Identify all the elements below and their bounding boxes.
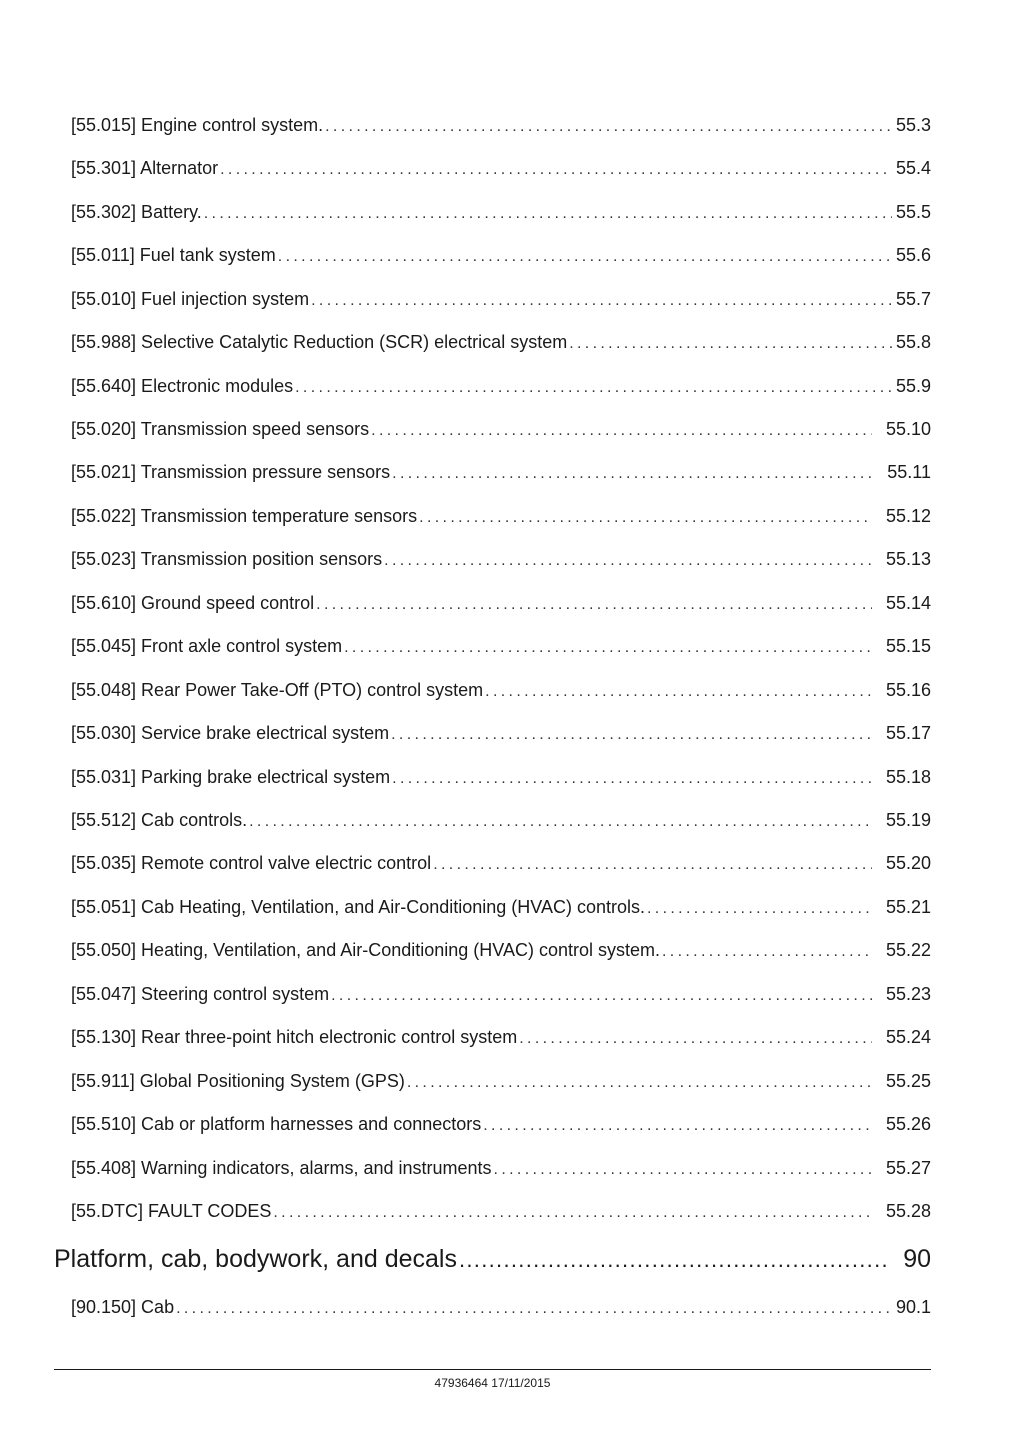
toc-entry[interactable] [71, 1112, 931, 1136]
toc-entry-title: [55.030] Service brake electrical system [71, 723, 390, 743]
toc-entry[interactable] [71, 374, 931, 398]
dot-leader [371, 419, 872, 443]
dot-leader [419, 506, 872, 530]
toc-entry-title: [55.510] Cab or platform harnesses and connectors [71, 1114, 482, 1134]
toc-entry[interactable] [71, 721, 931, 745]
toc-entry-page: 55.3 [895, 115, 931, 135]
toc-entry-title: [55.047] Steering control system [71, 984, 330, 1004]
toc-entry-title: [55.301] Alternator [71, 158, 219, 178]
toc-entry[interactable] [71, 1295, 931, 1319]
toc-entry[interactable] [71, 938, 931, 962]
toc-entry-page: 55.12 [885, 506, 931, 526]
toc-entry[interactable] [71, 156, 931, 180]
dot-leader [392, 462, 873, 486]
dot-leader [331, 984, 872, 1008]
toc-entry[interactable] [71, 330, 931, 354]
toc-entry[interactable] [71, 504, 931, 528]
toc-entry[interactable] [71, 895, 931, 919]
toc-entry-title: [55.988] Selective Catalytic Reduction (SCR) electrical system [71, 332, 568, 352]
toc-entry-title: [55.512] Cab controls. [71, 810, 248, 830]
toc-entry-title: [90.150] Cab [71, 1297, 175, 1317]
toc-entry-page: 55.27 [885, 1158, 931, 1178]
toc-entry-page: 55.15 [885, 636, 931, 656]
dot-leader [647, 897, 872, 921]
toc-entry[interactable] [71, 851, 931, 875]
dot-leader [433, 853, 872, 877]
toc-entry-page: 55.7 [895, 289, 931, 309]
toc-entry-page: 55.11 [887, 462, 931, 482]
toc-entry-page: 55.24 [885, 1027, 931, 1047]
toc-entry-page: 55.4 [895, 158, 931, 178]
dot-leader [273, 1201, 872, 1225]
toc-entry-title: [55.640] Electronic modules [71, 376, 294, 396]
footer-divider [54, 1369, 931, 1370]
toc-entry-title: [55.015] Engine control system. [71, 115, 324, 135]
toc-entry-title: [55.031] Parking brake electrical system [71, 767, 391, 787]
toc-entry-title: [55.022] Transmission temperature sensors [71, 506, 418, 526]
toc-entry[interactable] [71, 200, 931, 224]
toc-entry-page: 55.21 [885, 897, 931, 917]
dot-leader [459, 1242, 887, 1278]
toc-entry-page: 55.16 [885, 680, 931, 700]
dot-leader [662, 940, 872, 964]
toc-entry-title: [55.DTC] FAULT CODES [71, 1201, 272, 1221]
dot-leader [391, 723, 872, 747]
toc-entry[interactable] [71, 678, 931, 702]
toc-entry-title: [55.130] Rear three-point hitch electronic control system [71, 1027, 518, 1047]
toc-entry-title: [55.050] Heating, Ventilation, and Air-Conditioning (HVAC) control system. [71, 940, 660, 960]
toc-entry-title: [55.051] Cab Heating, Ventilation, and Air-Conditioning (HVAC) controls. [71, 897, 645, 917]
toc-entry[interactable] [71, 634, 931, 658]
toc-entry-title: [55.048] Rear Power Take-Off (PTO) control system [71, 680, 484, 700]
toc-section-heading[interactable] [54, 1241, 931, 1277]
dot-leader [519, 1027, 872, 1051]
toc-entry-title: [55.045] Front axle control system [71, 636, 343, 656]
toc-section-title: Platform, cab, bodywork, and decals [54, 1245, 457, 1273]
toc-entry-page: 55.25 [885, 1071, 931, 1091]
dot-leader [483, 1114, 872, 1138]
toc-entry-title: [55.610] Ground speed control [71, 593, 315, 613]
dot-leader [220, 158, 892, 182]
toc-entry-page: 55.20 [885, 853, 931, 873]
toc-entry[interactable] [71, 1025, 931, 1049]
dot-leader [485, 680, 872, 704]
toc-entry-title: [55.021] Transmission pressure sensors [71, 462, 391, 482]
toc-section-page: 90 [903, 1245, 931, 1273]
dot-leader [407, 1071, 872, 1095]
toc-entry[interactable] [71, 113, 931, 137]
dot-leader [569, 332, 892, 356]
toc-entry-title: [55.408] Warning indicators, alarms, and instruments [71, 1158, 492, 1178]
toc-entry[interactable] [71, 1069, 931, 1093]
toc-entry[interactable] [71, 765, 931, 789]
dot-leader [392, 767, 872, 791]
toc-entry-page: 55.8 [895, 332, 931, 352]
toc-entry-title: [55.302] Battery. [71, 202, 202, 222]
footer-document-id: 47936464 17/11/2015 [434, 1376, 551, 1390]
toc-entry-page: 55.23 [885, 984, 931, 1004]
toc-entry[interactable] [71, 1156, 931, 1180]
dot-leader [176, 1297, 892, 1321]
toc-entry-title: [55.020] Transmission speed sensors [71, 419, 370, 439]
dot-leader [344, 636, 872, 660]
toc-entry-page: 55.19 [885, 810, 931, 830]
dot-leader [316, 593, 872, 617]
toc-entry-page: 55.13 [885, 549, 931, 569]
dot-leader [295, 376, 892, 400]
dot-leader [278, 245, 892, 269]
toc-entry-title: [55.010] Fuel injection system [71, 289, 310, 309]
toc-entry-page: 55.22 [885, 940, 931, 960]
dot-leader [494, 1158, 872, 1182]
toc-entry-page: 55.14 [885, 593, 931, 613]
toc-entry[interactable] [71, 808, 931, 832]
dot-leader [204, 202, 892, 226]
toc-entry-page: 55.5 [895, 202, 931, 222]
toc-entry-page: 55.9 [895, 376, 931, 396]
toc-entry[interactable] [71, 417, 931, 441]
toc-entry-title: [55.023] Transmission position sensors [71, 549, 383, 569]
toc-entry[interactable] [71, 982, 931, 1006]
toc-entry-title: [55.011] Fuel tank system [71, 245, 276, 265]
toc-entry-page: 55.26 [885, 1114, 931, 1134]
toc-entry[interactable] [71, 1199, 931, 1223]
toc-entry-page: 55.10 [885, 419, 931, 439]
toc-entry[interactable] [71, 243, 931, 267]
toc-entry-title: [55.035] Remote control valve electric control [71, 853, 432, 873]
dot-leader [249, 810, 872, 834]
toc-entry-page: 90.1 [895, 1297, 931, 1317]
toc-entry-page: 55.28 [885, 1201, 931, 1221]
toc-entry-page: 55.18 [885, 767, 931, 787]
toc-entry[interactable] [71, 547, 931, 571]
toc-entry-page: 55.6 [895, 245, 931, 265]
toc-entry[interactable] [71, 460, 931, 484]
dot-leader [311, 289, 892, 313]
toc-entry-page: 55.17 [885, 723, 931, 743]
dot-leader [384, 549, 872, 573]
toc-entry[interactable] [71, 287, 931, 311]
toc-entry-title: [55.911] Global Positioning System (GPS) [71, 1071, 405, 1091]
toc-entry[interactable] [71, 591, 931, 615]
dot-leader [325, 115, 892, 139]
